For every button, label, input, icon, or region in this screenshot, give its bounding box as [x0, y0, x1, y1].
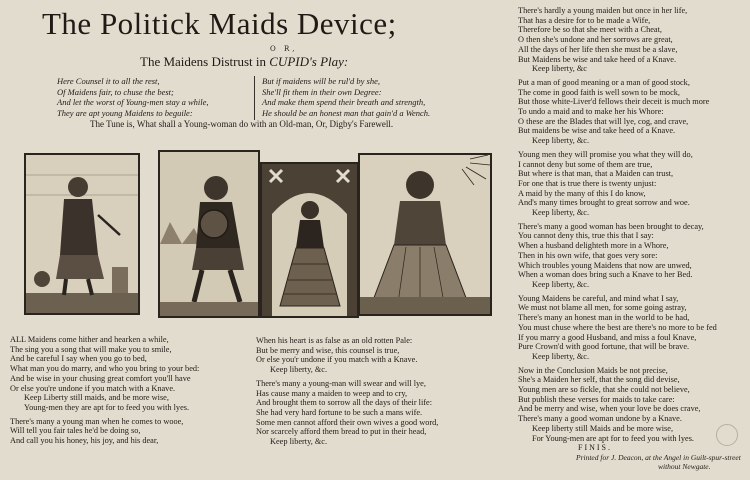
stanza-line: ALL Maidens come hither and hearken a while,: [10, 335, 169, 344]
stanza-line: The come in good faith is well sown to be mock,: [518, 87, 680, 97]
refrain-line: Keep liberty still Maids and be more wise,: [532, 423, 674, 433]
intro-verse-right: [262, 76, 430, 118]
imprint-line: without Newgate.: [658, 461, 711, 471]
woodcut-gentleman-with-cane: [24, 153, 140, 315]
stanza-line: There's hardly a young maiden but once in her life,: [518, 6, 688, 15]
stanza-line: She had very hard fortune to be such a mans wife.: [256, 407, 423, 417]
woodcut-gentleman-drawing: [26, 155, 138, 313]
stanza-line: For one that is true there is twenty unjust:: [518, 178, 657, 188]
stanza-line: O these are the Blades that will lye, cog, and crave,: [518, 116, 689, 126]
refrain-line: Keep liberty, &c: [532, 64, 587, 74]
stanza-column-1: [10, 335, 240, 450]
stanza-line: Pure Crown'd with good fortune, that will be brave.: [518, 342, 690, 352]
stanza-line: But Maidens be wise and take heed of a Knave.: [518, 54, 677, 64]
stanza-line: But where is that man, that a Maiden can trust,: [518, 169, 674, 179]
imprint-line: Printed for J. Deacon, at the Angel in Guilt-spur-street: [576, 452, 741, 462]
stanza-line: O then she's undone and her sorrows are great,: [518, 35, 673, 45]
subtitle-italic: CUPID's Play:: [269, 54, 349, 69]
stanza-line: When a woman does bring such a Knave to her Bed.: [518, 270, 693, 280]
library-stamp-mark: [716, 424, 738, 446]
verse-line: Of Maidens fair, to chuse the best;: [57, 86, 174, 97]
stanza-line: A maid by the many of this I do know,: [518, 188, 646, 198]
stanza-line: There's many a good woman undone by a Knave.: [518, 414, 682, 424]
verse-line: She'll fit them in their own Degree:: [262, 86, 382, 97]
stanza-line: There's many a good woman has been brought to decay,: [518, 221, 704, 231]
stanza-line: There's many a young man when he comes to wooe,: [10, 416, 184, 426]
woodcut-gallant-drawing: [160, 152, 258, 316]
refrain-line: Keep liberty, &c.: [532, 279, 590, 289]
stanza-line: And be wise in your chusing great comfort you'll have: [10, 373, 191, 383]
stanza-line: Therefore be so that she meet with a Cheat,: [518, 25, 662, 35]
stanza: [256, 379, 486, 447]
stanza-line: Or else you're undone if you match with a Knave.: [10, 383, 176, 393]
stanza-line: There's many an honest man in the world to be had,: [518, 313, 690, 323]
stanza-line: But those white-Liver'd fellows their deceit is much more: [518, 97, 710, 107]
stanza: [518, 222, 750, 290]
woodcut-lady-drawing: [262, 164, 357, 316]
ballad-title: The Politick Maids Device;: [42, 6, 397, 41]
refrain-line: Young-men they are apt for to feed you with lyes.: [24, 402, 190, 412]
stanza-line: And's many times brought to great sorrow and woe.: [518, 198, 690, 208]
stanza-line: We must not blame all men, for some going astray,: [518, 303, 687, 313]
stanza-line: Young men are so fickle, that she could not believe,: [518, 385, 690, 395]
verse-line: But if maidens will be rul'd by she,: [262, 76, 380, 86]
verse-line: He should be an honest man that gain'd a Wench.: [262, 107, 431, 118]
stanza-line: I cannot deny but some of them are true,: [518, 159, 653, 169]
stanza-line: Some men cannot afford their own wives a good word,: [256, 417, 439, 427]
stanza-line: Nor scarcely afford them bread to put in their head,: [256, 427, 427, 437]
ballad-subtitle: [140, 54, 440, 70]
woodcut-fan-lady-drawing: [360, 155, 490, 314]
refrain-line: Keep liberty, &c.: [270, 437, 328, 447]
stanza-line: But maidens be wise and take heed of a Knave.: [518, 126, 676, 136]
stanza: [518, 78, 750, 146]
verse-line: And make them spend their breath and strength,: [262, 97, 426, 107]
stanza-line: You must chuse where the best are there's no more to be fed: [518, 322, 717, 332]
woodcut-lady-in-archway: [260, 162, 359, 318]
stanza-line: But publish these verses for maids to take care:: [518, 394, 675, 404]
stanza: [518, 6, 750, 74]
refrain-line: Keep liberty, &c.: [532, 351, 590, 361]
stanza-line: And be merry and wise, when your love be does crave,: [518, 404, 701, 414]
stanza-line: That has a desire for to be made a Wife,: [518, 15, 651, 25]
verse-line: Here Counsel it to all the rest,: [57, 76, 160, 86]
stanza-line: If you marry a good Husband, and miss a foul Knave,: [518, 332, 697, 342]
verse-divider: [254, 76, 255, 120]
stanza-line: To undo a maid and to make her his Whore:: [518, 107, 664, 117]
subtitle-plain: The Maidens Distrust in: [140, 54, 267, 69]
intro-verse-left: [57, 76, 209, 118]
stanza-line: Put a man of good meaning or a man of good stock,: [518, 77, 690, 87]
stanza: [10, 335, 240, 413]
verse-line: And let the worst of Young-men stay a while,: [57, 97, 209, 107]
refrain-line: For Young-men are apt for to feed you with lyes.: [532, 433, 694, 443]
finis-mark: FINIS.: [578, 443, 613, 453]
stanza-line: The sing you a song that will make you to smile,: [10, 344, 172, 354]
stanza-line: Which troubles young Maidens that now are unwed,: [518, 260, 692, 270]
stanza-line: Young men they will promise you what they will do,: [518, 149, 693, 159]
or-line: O R,: [270, 45, 298, 53]
stanza-line: Has cause many a maiden to weep and to cry,: [256, 388, 408, 398]
stanza-line: When a husband delighteth more in a Whore,: [518, 241, 669, 251]
stanza-line: Or else you'r undone if you match with a Knave.: [256, 355, 418, 365]
stanza-line: Young Maidens be careful, and mind what I say,: [518, 293, 679, 303]
stanza-line: And call you his honey, his joy, and his dear,: [10, 436, 159, 446]
stanza-line: When his heart is as false as an old rotten Pale:: [256, 336, 413, 345]
stanza-column-2: [256, 336, 486, 451]
refrain-line: Keep liberty, &c.: [532, 208, 590, 218]
stanza-line: There's many a young-man will swear and will lye,: [256, 378, 426, 388]
stanza-line: And be careful I say when you go to bed,: [10, 354, 147, 364]
stanza-line: Then in his own wife, that goes very sore:: [518, 250, 658, 260]
stanza: [518, 150, 750, 218]
stanza-line: You cannot deny this, true this that I say:: [518, 231, 654, 241]
stanza: [10, 417, 240, 446]
woodcut-lady-with-fan: [358, 153, 492, 316]
stanza-line: But be merry and wise, this counsel is true,: [256, 345, 400, 355]
tune-line: The Tune is, What shall a Young-woman do with an Old-man, Or, Digby's Farewell.: [90, 119, 394, 129]
stanza-line: Now in the Conclusion Maids be not precise,: [518, 365, 668, 375]
verse-line: They are apt young Maidens to beguile:: [57, 107, 193, 118]
stanza-line: She's a Maiden her self, that the song did devise,: [518, 375, 680, 385]
stanza: [518, 366, 750, 471]
refrain-line: Keep liberty, &c.: [532, 136, 590, 146]
stanza-line: All the days of her life then she must be a slave,: [518, 44, 678, 54]
woodcut-gallant-with-hat: [158, 150, 260, 318]
stanza: [256, 336, 486, 375]
stanza: [518, 294, 750, 362]
refrain-line: Keep liberty, &c.: [270, 365, 328, 375]
stanza-line: And brought them to sorrow all the days of their life:: [256, 398, 433, 408]
stanza-line: Will tell you fair tales he'd be doing so,: [10, 426, 141, 436]
stanza-line: What man you do marry, and who you bring to your bed:: [10, 364, 200, 374]
refrain-line: Keep Liberty still maids, and be more wise,: [24, 393, 169, 403]
stanza-column-3: [518, 6, 750, 475]
